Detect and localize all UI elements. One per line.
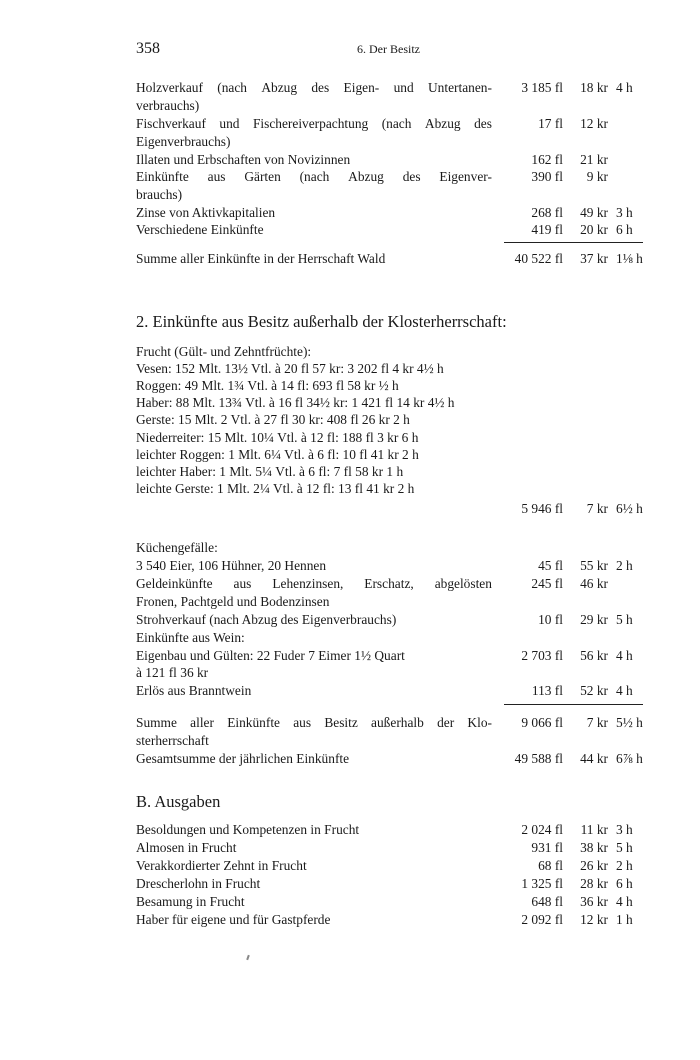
amount-fl: 245 fl — [531, 576, 563, 591]
scan-speck — [246, 955, 250, 960]
item-label-line: à 121 fl 36 kr — [136, 665, 209, 680]
amount-h: 1⅛ h — [616, 251, 643, 266]
amount-kr: 38 kr — [580, 840, 608, 855]
word: Gärten — [244, 169, 281, 184]
word: (nach — [217, 80, 247, 95]
sum-rule — [504, 704, 643, 705]
frucht-line: Niederreiter: 15 Mlt. 10¼ Vtl. à 12 fl: 188 fl 3 kr 6 h — [136, 430, 419, 445]
word: Fischverkauf — [136, 116, 206, 131]
amount-kr: 12 kr — [580, 912, 608, 927]
expense-label: Haber für eigene und für Gastpferde — [136, 912, 331, 927]
frucht-line: leichte Gerste: 1 Mlt. 2¼ Vtl. à 12 fl: 13 fl 41 kr 2 h — [136, 481, 415, 496]
item-label-line: Fronen, Pachtgeld und Bodenzinsen — [136, 594, 330, 609]
item-label-line: Verschiedene Einkünfte — [136, 222, 264, 237]
frucht-line: Gerste: 15 Mlt. 2 Vtl. à 27 fl 30 kr: 408 fl 26 kr 2 h — [136, 412, 410, 427]
word: außerhalb — [371, 715, 424, 730]
amount-kr: 55 kr — [580, 558, 608, 573]
amount-fl: 40 522 fl — [514, 251, 563, 266]
running-title: 6. Der Besitz — [357, 42, 420, 56]
amount-fl: 1 325 fl — [521, 876, 563, 891]
word: Einkünfte — [136, 169, 189, 184]
section-heading: B. Ausgaben — [136, 792, 221, 811]
word: und — [219, 116, 240, 131]
amount-h: 4 h — [616, 648, 633, 663]
amount-h: 5 h — [616, 840, 633, 855]
amount-fl: 45 fl — [538, 558, 563, 573]
expense-label: Besamung in Frucht — [136, 894, 245, 909]
word: Holzverkauf — [136, 80, 203, 95]
word: Besitz — [324, 715, 358, 730]
word: (nach — [299, 169, 330, 184]
item-label-line: Küchengefälle: — [136, 540, 218, 555]
word: aller — [190, 715, 214, 730]
amount-fl: 931 fl — [531, 840, 563, 855]
word: des — [311, 80, 330, 95]
amount-kr: 56 kr — [580, 648, 608, 663]
item-label-line: Zinse von Aktivkapitalien — [136, 205, 276, 220]
expense-label: Almosen in Frucht — [136, 840, 237, 855]
amount-fl: 2 703 fl — [521, 648, 563, 663]
amount-h: 6 h — [616, 222, 633, 237]
frucht-line: leichter Roggen: 1 Mlt. 6¼ Vtl. à 6 fl: 10 fl 41 kr 2 h — [136, 447, 419, 462]
amount-kr: 7 kr — [586, 715, 608, 730]
amount-fl: 49 588 fl — [514, 751, 563, 766]
expense-label: Drescherlohn in Frucht — [136, 876, 261, 891]
expense-label: Besoldungen und Kompetenzen in Frucht — [136, 822, 360, 837]
frucht-line: Roggen: 49 Mlt. 1¾ Vtl. à 14 fl: 693 fl 58 kr ½ h — [136, 378, 399, 393]
word: Abzug — [348, 169, 384, 184]
item-label-line — [136, 115, 492, 133]
item-label-line: Illaten und Erbschaften von Novizinnen — [136, 152, 351, 167]
total-label: Summe aller Einkünfte in der Herrschaft Wald — [136, 251, 386, 266]
amount-kr: 20 kr — [580, 222, 608, 237]
amount-kr: 7 kr — [586, 501, 608, 516]
amount-h: 5½ h — [616, 715, 643, 730]
word: der — [437, 715, 455, 730]
item-label-line — [136, 168, 492, 186]
item-label-line: 3 540 Eier, 106 Hühner, 20 Hennen — [136, 558, 327, 573]
amount-kr: 21 kr — [580, 152, 608, 167]
amount-kr: 49 kr — [580, 205, 608, 220]
amount-kr: 12 kr — [580, 116, 608, 131]
amount-fl: 162 fl — [531, 152, 563, 167]
amount-kr: 18 kr — [580, 80, 608, 95]
amount-kr: 36 kr — [580, 894, 608, 909]
amount-fl: 10 fl — [538, 612, 563, 627]
item-label-line: Eigenbau und Gülten: 22 Fuder 7 Eimer 1½ Quart — [136, 648, 405, 663]
amount-fl: 648 fl — [531, 894, 563, 909]
total-label-line — [136, 714, 492, 732]
word: des — [402, 169, 421, 184]
amount-kr: 26 kr — [580, 858, 608, 873]
amount-h: 4 h — [616, 683, 633, 698]
amount-h: 6 h — [616, 876, 633, 891]
amount-fl: 419 fl — [531, 222, 563, 237]
item-label-line: Erlös aus Branntwein — [136, 683, 252, 698]
amount-fl: 9 066 fl — [521, 715, 563, 730]
amount-kr: 11 kr — [580, 822, 608, 837]
frucht-line: leichter Haber: 1 Mlt. 5¼ Vtl. à 6 fl: 7 fl 58 kr 1 h — [136, 464, 404, 479]
item-label-line — [136, 79, 492, 97]
item-label-line: Strohverkauf (nach Abzug des Eigenverbrauchs) — [136, 612, 397, 627]
amount-kr: 46 kr — [580, 576, 608, 591]
amount-kr: 44 kr — [580, 751, 608, 766]
word: Summe — [136, 715, 177, 730]
item-label-line: verbrauchs) — [136, 98, 200, 113]
word: Lehenzinsen, — [272, 576, 344, 591]
amount-fl: 68 fl — [538, 858, 563, 873]
word: Eigen- — [343, 80, 380, 95]
word: und — [393, 80, 414, 95]
item-label-line: brauchs) — [136, 187, 183, 202]
total-label-line: sterherrschaft — [136, 733, 209, 748]
amount-h: 3 h — [616, 205, 633, 220]
amount-h: 6½ h — [616, 501, 643, 516]
word: Klo- — [467, 715, 492, 730]
word: des — [474, 116, 492, 131]
page-number: 358 — [136, 40, 160, 57]
amount-fl: 113 fl — [531, 683, 563, 698]
amount-kr: 52 kr — [580, 683, 608, 698]
amount-h: 2 h — [616, 858, 633, 873]
amount-fl: 268 fl — [531, 205, 563, 220]
item-label-line: Eigenverbrauchs) — [136, 134, 231, 149]
word: Abzug — [261, 80, 298, 95]
grand-total-label: Gesamtsumme der jährlichen Einkünfte — [136, 751, 350, 766]
amount-kr: 9 kr — [586, 169, 608, 184]
word: aus — [293, 715, 312, 730]
amount-h: 4 h — [616, 80, 633, 95]
item-label-line — [136, 575, 492, 593]
word: abgelösten — [434, 576, 492, 591]
word: Einkünfte — [227, 715, 280, 730]
amount-fl: 2 092 fl — [521, 912, 563, 927]
word: Geldeinkünfte — [136, 576, 213, 591]
running-header — [136, 40, 641, 60]
word: Abzug — [424, 116, 461, 131]
amount-kr: 37 kr — [580, 251, 608, 266]
word: (nach — [381, 116, 412, 131]
amount-kr: 29 kr — [580, 612, 608, 627]
amount-fl: 17 fl — [538, 116, 563, 131]
amount-fl: 3 185 fl — [521, 80, 563, 95]
amount-h: 4 h — [616, 894, 633, 909]
expense-label: Verakkordierter Zehnt in Frucht — [136, 858, 307, 873]
frucht-line: Frucht (Gült- und Zehntfrüchte): — [136, 344, 312, 359]
amount-kr: 28 kr — [580, 876, 608, 891]
word: Fischereiverpachtung — [252, 116, 369, 131]
section-heading: 2. Einkünfte aus Besitz außerhalb der Klosterherrschaft: — [136, 312, 507, 331]
sum-rule — [504, 242, 643, 243]
amount-h: 3 h — [616, 822, 633, 837]
word: aus — [207, 169, 226, 184]
amount-fl: 5 946 fl — [521, 501, 563, 516]
word: Erschatz, — [364, 576, 414, 591]
word: aus — [233, 576, 252, 591]
frucht-line: Haber: 88 Mlt. 13¾ Vtl. à 16 fl 34½ kr: 1 421 fl 14 kr 4½ h — [136, 395, 455, 410]
amount-h: 6⅞ h — [616, 751, 643, 766]
word: Eigenver- — [439, 169, 492, 184]
amount-h: 5 h — [616, 612, 633, 627]
frucht-line: Vesen: 152 Mlt. 13½ Vtl. à 20 fl 57 kr: 3 202 fl 4 kr 4½ h — [136, 361, 444, 376]
amount-h: 2 h — [616, 558, 633, 573]
amount-fl: 390 fl — [531, 169, 563, 184]
amount-h: 1 h — [616, 912, 633, 927]
word: Untertanen- — [428, 80, 492, 95]
item-label-line: Einkünfte aus Wein: — [136, 630, 245, 645]
amount-fl: 2 024 fl — [521, 822, 563, 837]
